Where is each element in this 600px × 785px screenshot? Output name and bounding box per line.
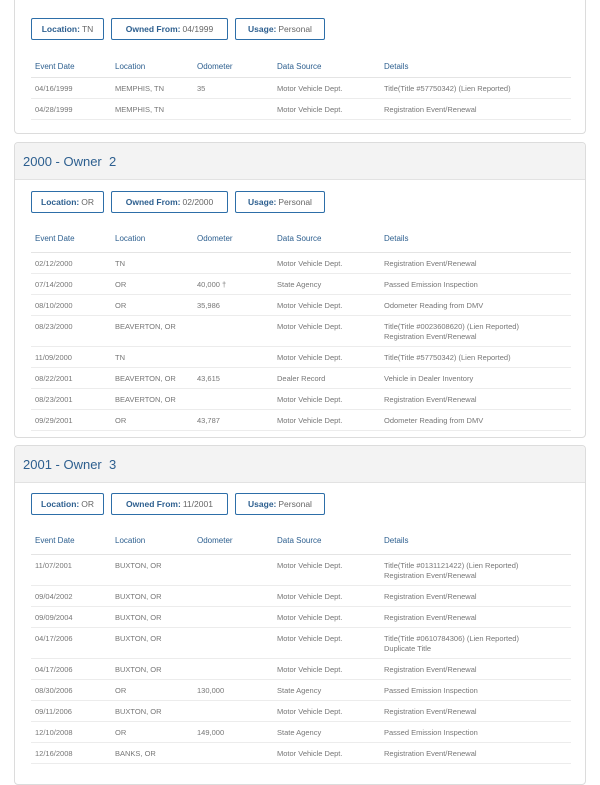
table-row xyxy=(31,294,571,315)
owned-from-badge-value: 04/1999 xyxy=(182,24,214,34)
details-line: Vehicle in Dealer Inventory xyxy=(384,373,474,383)
column-header: Data Source xyxy=(273,226,380,252)
usage-badge-value: Personal xyxy=(278,499,312,509)
table-row xyxy=(31,388,571,409)
owner-2-header xyxy=(15,143,585,180)
owner-3-header xyxy=(15,446,585,483)
column-header: Data Source xyxy=(273,56,380,77)
usage-badge-label: Usage: xyxy=(248,24,277,34)
odometer-cell: 130,000 xyxy=(193,679,273,700)
odometer-cell xyxy=(193,585,273,606)
location-cell: TN xyxy=(111,252,193,273)
details-cell xyxy=(380,409,571,430)
location-cell: OR xyxy=(111,273,193,294)
data-source-cell: Motor Vehicle Dept. xyxy=(273,700,380,721)
table-row xyxy=(31,367,571,388)
odometer-cell xyxy=(193,252,273,273)
event-date-cell: 04/16/1999 xyxy=(31,77,111,98)
data-source-cell: Motor Vehicle Dept. xyxy=(273,252,380,273)
details-cell xyxy=(380,742,571,763)
details-cell xyxy=(380,252,571,273)
details-line: Registration Event/Renewal xyxy=(384,706,477,716)
table-row xyxy=(31,273,571,294)
location-badge-value: OR xyxy=(81,499,94,509)
details-line: Title(Title #57750342) (Lien Reported) xyxy=(384,352,511,362)
details-line: Registration Event/Renewal xyxy=(384,612,477,622)
details-line: Title(Title #57750342) (Lien Reported) xyxy=(384,83,511,93)
location-badge-value: TN xyxy=(81,24,94,34)
location-badge-label: Location: xyxy=(41,499,80,509)
details-cell xyxy=(380,346,571,367)
event-date-cell: 11/07/2001 xyxy=(31,554,111,585)
owned-from-badge-value: 11/2001 xyxy=(182,499,213,509)
odometer-cell: 40,000 † xyxy=(193,273,273,294)
usage-badge xyxy=(235,18,325,40)
table-row xyxy=(31,409,571,430)
table-row xyxy=(31,606,571,627)
table-row xyxy=(31,315,571,346)
odometer-cell xyxy=(193,98,273,119)
owner-3-section xyxy=(14,445,586,785)
details-line: Registration Event/Renewal xyxy=(384,104,477,114)
details-cell xyxy=(380,700,571,721)
owned-from-badge xyxy=(111,18,228,40)
odometer-cell: 149,000 xyxy=(193,721,273,742)
details-cell xyxy=(380,367,571,388)
location-cell: OR xyxy=(111,721,193,742)
details-cell xyxy=(380,658,571,679)
odometer-cell xyxy=(193,742,273,763)
odometer-cell xyxy=(193,554,273,585)
owner-1-badges xyxy=(15,18,585,40)
odometer-cell xyxy=(193,658,273,679)
details-line: Title(Title #0023608620) (Lien Reported) xyxy=(384,321,519,331)
details-line: Duplicate Title xyxy=(384,643,432,653)
column-header: Event Date xyxy=(31,56,111,77)
details-cell xyxy=(380,554,571,585)
table-row xyxy=(31,742,571,763)
data-source-cell: Motor Vehicle Dept. xyxy=(273,742,380,763)
column-header: Location xyxy=(111,56,193,77)
data-source-cell: Motor Vehicle Dept. xyxy=(273,627,380,658)
table-header-row xyxy=(31,528,571,554)
event-date-cell: 09/29/2001 xyxy=(31,409,111,430)
odometer-cell xyxy=(193,346,273,367)
details-line: Title(Title #0610784306) (Lien Reported) xyxy=(384,633,519,643)
data-source-cell: Motor Vehicle Dept. xyxy=(273,585,380,606)
data-source-cell: Motor Vehicle Dept. xyxy=(273,658,380,679)
data-source-cell: State Agency xyxy=(273,679,380,700)
details-line: Odometer Reading from DMV xyxy=(384,300,484,310)
event-date-cell: 08/10/2000 xyxy=(31,294,111,315)
owner-2-title: 2000 - Owner 2 xyxy=(23,153,117,169)
odometer-cell xyxy=(193,315,273,346)
location-cell: OR xyxy=(111,409,193,430)
details-cell xyxy=(380,627,571,658)
details-cell xyxy=(380,294,571,315)
odometer-cell: 35,986 xyxy=(193,294,273,315)
location-cell: BEAVERTON, OR xyxy=(111,315,193,346)
odometer-cell: 43,615 xyxy=(193,367,273,388)
location-cell: BUXTON, OR xyxy=(111,700,193,721)
odometer-cell: 35 xyxy=(193,77,273,98)
event-date-cell: 04/28/1999 xyxy=(31,98,111,119)
details-line: Registration Event/Renewal xyxy=(384,748,477,758)
usage-badge-label: Usage: xyxy=(248,499,277,509)
odometer-cell xyxy=(193,388,273,409)
location-cell: BUXTON, OR xyxy=(111,658,193,679)
data-source-cell: Motor Vehicle Dept. xyxy=(273,409,380,430)
location-cell: TN xyxy=(111,346,193,367)
details-cell xyxy=(380,315,571,346)
owner-2-badges xyxy=(15,191,585,213)
table-row xyxy=(31,98,571,119)
odometer-cell xyxy=(193,606,273,627)
table-header-row xyxy=(31,226,571,252)
column-header: Event Date xyxy=(31,528,111,554)
details-line: Odometer Reading from DMV xyxy=(384,415,484,425)
column-header: Event Date xyxy=(31,226,111,252)
table-row xyxy=(31,252,571,273)
event-date-cell: 09/04/2002 xyxy=(31,585,111,606)
event-date-cell: 08/22/2001 xyxy=(31,367,111,388)
event-date-cell: 08/23/2001 xyxy=(31,388,111,409)
details-line: Passed Emission Inspection xyxy=(384,727,478,737)
data-source-cell: Motor Vehicle Dept. xyxy=(273,388,380,409)
event-date-cell: 04/17/2006 xyxy=(31,627,111,658)
details-line: Registration Event/Renewal xyxy=(384,258,477,268)
table-row xyxy=(31,627,571,658)
odometer-cell: 43,787 xyxy=(193,409,273,430)
event-date-cell: 11/09/2000 xyxy=(31,346,111,367)
owner-3-badges xyxy=(15,493,585,515)
details-cell xyxy=(380,388,571,409)
location-cell: BEAVERTON, OR xyxy=(111,367,193,388)
data-source-cell: Motor Vehicle Dept. xyxy=(273,346,380,367)
location-badge-value: OR xyxy=(81,197,94,207)
odometer-cell xyxy=(193,627,273,658)
location-cell: OR xyxy=(111,294,193,315)
owner-1-history-table xyxy=(31,56,571,120)
details-line: Registration Event/Renewal xyxy=(384,591,477,601)
data-source-cell: State Agency xyxy=(273,273,380,294)
data-source-cell: Dealer Record xyxy=(273,367,380,388)
event-date-cell: 02/12/2000 xyxy=(31,252,111,273)
column-header: Odometer xyxy=(193,528,273,554)
owner-3-history-table xyxy=(31,528,571,764)
location-cell: BUXTON, OR xyxy=(111,585,193,606)
odometer-cell xyxy=(193,700,273,721)
location-badge-label: Location: xyxy=(41,24,80,34)
location-cell: OR xyxy=(111,679,193,700)
usage-badge xyxy=(235,191,325,213)
table-row xyxy=(31,554,571,585)
location-badge xyxy=(31,191,104,213)
location-cell: BANKS, OR xyxy=(111,742,193,763)
table-row xyxy=(31,585,571,606)
details-cell xyxy=(380,77,571,98)
usage-badge-value: Personal xyxy=(278,24,312,34)
data-source-cell: State Agency xyxy=(273,721,380,742)
owned-from-badge xyxy=(111,493,228,515)
owned-from-badge-label: Owned From: xyxy=(126,499,181,509)
data-source-cell: Motor Vehicle Dept. xyxy=(273,294,380,315)
data-source-cell: Motor Vehicle Dept. xyxy=(273,77,380,98)
owner-3-title: 2001 - Owner 3 xyxy=(23,456,117,472)
column-header: Data Source xyxy=(273,528,380,554)
details-cell xyxy=(380,606,571,627)
details-cell xyxy=(380,585,571,606)
column-header: Location xyxy=(111,226,193,252)
event-date-cell: 09/11/2006 xyxy=(31,700,111,721)
column-header: Odometer xyxy=(193,56,273,77)
details-line: Registration Event/Renewal xyxy=(384,664,477,674)
table-header-row xyxy=(31,56,571,77)
location-cell: BUXTON, OR xyxy=(111,606,193,627)
owner-1-section xyxy=(14,0,586,134)
column-header: Details xyxy=(380,226,571,252)
table-row xyxy=(31,679,571,700)
location-cell: BUXTON, OR xyxy=(111,554,193,585)
event-date-cell: 08/23/2000 xyxy=(31,315,111,346)
usage-badge-value: Personal xyxy=(278,197,312,207)
usage-badge-label: Usage: xyxy=(248,197,277,207)
details-cell xyxy=(380,679,571,700)
location-cell: BEAVERTON, OR xyxy=(111,388,193,409)
data-source-cell: Motor Vehicle Dept. xyxy=(273,315,380,346)
event-date-cell: 09/09/2004 xyxy=(31,606,111,627)
details-line: Title(Title #0131121422) (Lien Reported) xyxy=(384,560,519,570)
location-cell: MEMPHIS, TN xyxy=(111,98,193,119)
owned-from-badge xyxy=(111,191,228,213)
owned-from-badge-value: 02/2000 xyxy=(182,197,214,207)
column-header: Odometer xyxy=(193,226,273,252)
details-line: Registration Event/Renewal xyxy=(384,394,477,404)
location-badge-label: Location: xyxy=(41,197,80,207)
data-source-cell: Motor Vehicle Dept. xyxy=(273,554,380,585)
details-line: Passed Emission Inspection xyxy=(384,685,478,695)
owned-from-badge-label: Owned From: xyxy=(125,197,181,207)
event-date-cell: 04/17/2006 xyxy=(31,658,111,679)
details-cell xyxy=(380,98,571,119)
event-date-cell: 07/14/2000 xyxy=(31,273,111,294)
column-header: Location xyxy=(111,528,193,554)
table-row xyxy=(31,721,571,742)
table-row xyxy=(31,700,571,721)
details-line: Registration Event/Renewal xyxy=(384,570,477,580)
column-header: Details xyxy=(380,528,571,554)
data-source-cell: Motor Vehicle Dept. xyxy=(273,606,380,627)
details-line: Passed Emission Inspection xyxy=(384,279,478,289)
owned-from-badge-label: Owned From: xyxy=(125,24,181,34)
location-badge xyxy=(31,18,104,40)
event-date-cell: 08/30/2006 xyxy=(31,679,111,700)
location-badge xyxy=(31,493,104,515)
details-cell xyxy=(380,273,571,294)
details-cell xyxy=(380,721,571,742)
event-date-cell: 12/10/2008 xyxy=(31,721,111,742)
data-source-cell: Motor Vehicle Dept. xyxy=(273,98,380,119)
column-header: Details xyxy=(380,56,571,77)
table-row xyxy=(31,658,571,679)
owner-2-section xyxy=(14,142,586,438)
location-cell: MEMPHIS, TN xyxy=(111,77,193,98)
table-row xyxy=(31,77,571,98)
table-row xyxy=(31,346,571,367)
event-date-cell: 12/16/2008 xyxy=(31,742,111,763)
location-cell: BUXTON, OR xyxy=(111,627,193,658)
owner-2-history-table xyxy=(31,226,571,431)
details-line: Registration Event/Renewal xyxy=(384,331,477,341)
usage-badge xyxy=(235,493,325,515)
